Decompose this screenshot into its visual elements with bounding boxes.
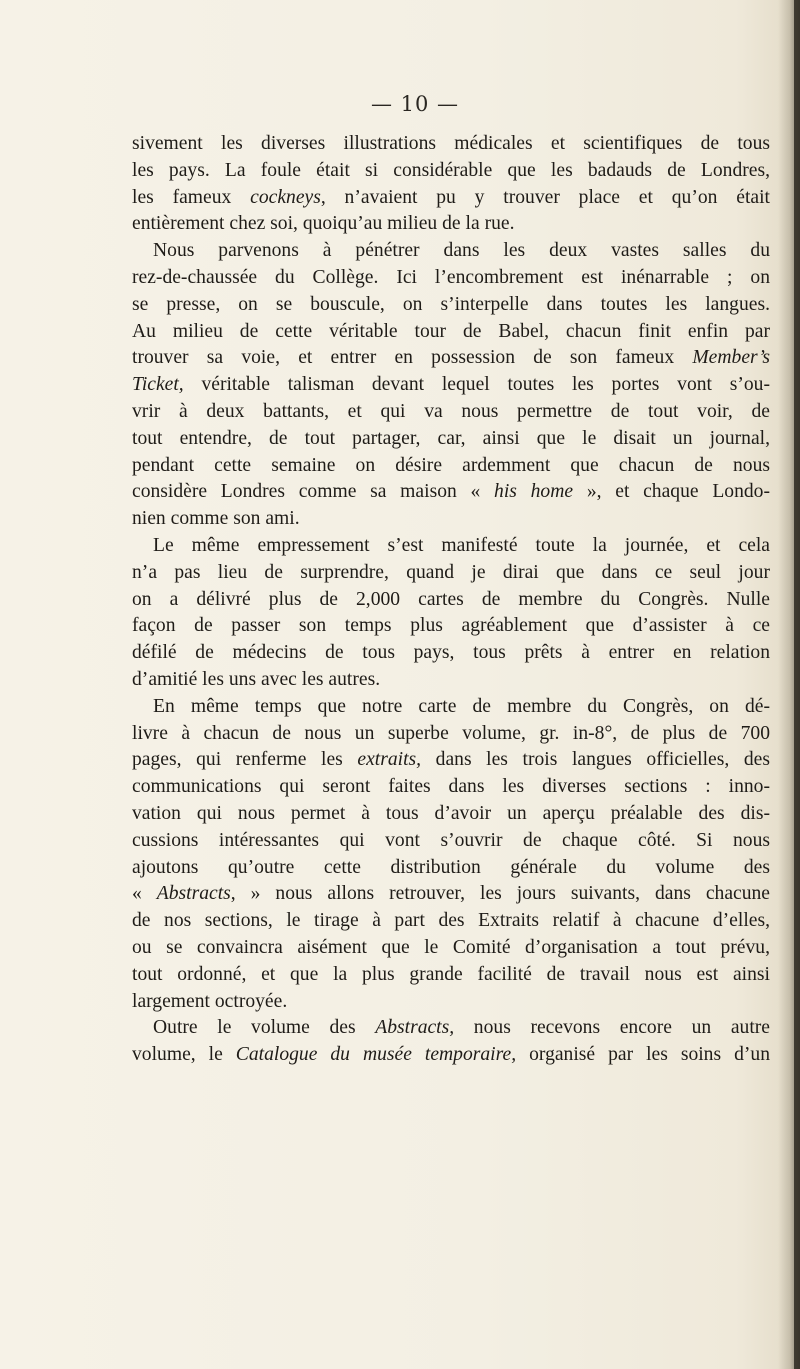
text-run: organisé par les soins d’un xyxy=(516,1044,770,1066)
italic-text: Catalogue du musée temporaire, xyxy=(235,1044,517,1066)
text-run: vrir à deux battants, et qui va nous permettre de tout voir, de xyxy=(132,400,770,422)
text-run: on a délivré plus de 2,000 cartes de membre du Congrès. Nulle xyxy=(132,588,770,610)
text-line xyxy=(132,855,770,882)
text-run: volume, le xyxy=(132,1044,236,1066)
text-line xyxy=(132,479,770,506)
text-line xyxy=(132,828,770,855)
text-run: de nos sections, le tirage à part des Extraits relatif à chacune d’elles, xyxy=(132,910,770,932)
text-line xyxy=(132,319,770,346)
text-line xyxy=(132,372,770,399)
text-line xyxy=(132,989,770,1016)
text-line xyxy=(132,533,770,560)
text-run: nien comme son ami. xyxy=(132,508,300,530)
text-run: les pays. La foule était si considérable que les badauds de Londres, xyxy=(132,159,770,181)
italic-text: Ticket, xyxy=(132,374,184,396)
text-run: véritable talisman devant lequel toutes les portes vont s’ou- xyxy=(183,374,770,396)
text-run: , » nous allons retrouver, les jours suivants, dans chacune xyxy=(230,883,771,905)
text-run: ajoutons qu’outre cette distribution générale du volume des xyxy=(132,856,770,878)
text-line xyxy=(132,399,770,426)
text-run: entièrement chez soi, quoiqu’au milieu de la rue. xyxy=(132,213,515,235)
text-line xyxy=(132,908,770,935)
text-run: Outre le volume des xyxy=(153,1017,376,1039)
text-run: pages, qui renferme les xyxy=(132,749,358,771)
italic-text: his home xyxy=(494,481,574,503)
italic-text: Abstracts, xyxy=(375,1017,455,1039)
text-line xyxy=(132,694,770,721)
text-run: Au milieu de cette véritable tour de Babel, chacun finit enfin par xyxy=(132,320,770,342)
italic-text: Abstracts xyxy=(156,883,231,905)
text-line xyxy=(132,667,770,694)
italic-text: cockneys xyxy=(250,186,321,208)
text-run: livre à chacun de nous un superbe volume, gr. in-8°, de plus de 700 xyxy=(132,722,770,744)
text-run: tout ordonné, et que la plus grande facilité de travail nous est ainsi xyxy=(132,963,770,985)
text-run: Nous parvenons à pénétrer dans les deux vastes salles du xyxy=(153,240,770,262)
text-run: les fameux xyxy=(132,186,251,208)
text-line xyxy=(132,426,770,453)
italic-text: Member’s xyxy=(692,347,770,369)
text-line xyxy=(132,158,770,185)
text-run: vation qui nous permet à tous d’avoir un aperçu préalable des dis- xyxy=(132,802,770,824)
text-line xyxy=(132,265,770,292)
text-run: nous recevons encore un autre xyxy=(454,1017,770,1039)
text-line xyxy=(132,1042,770,1069)
text-line xyxy=(132,238,770,265)
text-run: trouver sa voie, et entrer en possession de son fameux xyxy=(132,347,693,369)
text-line xyxy=(132,881,770,908)
text-run: ou se convaincra aisément que le Comité d’organisation a tout prévu, xyxy=(132,936,770,958)
text-run: d’amitié les uns avec les autres. xyxy=(132,668,381,690)
text-line xyxy=(132,1015,770,1042)
text-line xyxy=(132,453,770,480)
text-line xyxy=(132,721,770,748)
text-run: n’a pas lieu de surprendre, quand je dirai que dans ce seul jour xyxy=(132,561,770,583)
italic-text: extraits, xyxy=(357,749,422,771)
text-run: Le même empressement s’est manifesté toute la journée, et cela xyxy=(153,534,770,556)
text-run: « xyxy=(132,883,157,905)
text-line xyxy=(132,560,770,587)
text-run: sivement les diverses illustrations médicales et scientifiques de tous xyxy=(132,133,770,154)
page-number: — 10 — xyxy=(370,92,460,116)
text-line xyxy=(132,640,770,667)
text-line xyxy=(132,345,770,372)
text-run: largement octroyée. xyxy=(132,990,288,1012)
text-run: , n’avaient pu y trouver place et qu’on était xyxy=(320,186,770,208)
text-line xyxy=(132,613,770,640)
text-line xyxy=(132,185,770,212)
text-line xyxy=(132,747,770,774)
text-run: se presse, on se bouscule, on s’interpelle dans toutes les langues. xyxy=(132,293,770,315)
text-run: dans les trois langues officielles, des xyxy=(421,749,770,771)
text-line xyxy=(132,211,770,238)
text-line xyxy=(132,935,770,962)
text-run: cussions intéressantes qui vont s’ouvrir de chaque côté. Si nous xyxy=(132,829,770,851)
text-line xyxy=(132,506,770,533)
text-run: communications qui seront faites dans les diverses sections : inno- xyxy=(132,776,770,798)
body-text xyxy=(132,131,770,1069)
page-edge xyxy=(794,0,800,1369)
text-run: façon de passer son temps plus agréablement que d’assister à ce xyxy=(132,615,770,637)
text-line xyxy=(132,774,770,801)
text-run: tout entendre, de tout partager, car, ainsi que le disait un journal, xyxy=(132,427,770,449)
text-line xyxy=(132,131,770,158)
text-run: », et chaque Londo- xyxy=(573,481,771,503)
text-run: pendant cette semaine on désire ardemment que chacun de nous xyxy=(132,454,770,476)
text-line xyxy=(132,801,770,828)
text-run: En même temps que notre carte de membre du Congrès, on dé- xyxy=(153,695,770,717)
text-run: rez-de-chaussée du Collège. Ici l’encombrement est inénarrable ; on xyxy=(132,266,770,288)
text-run: défilé de médecins de tous pays, tous prêts à entrer en relation xyxy=(132,642,770,664)
text-line xyxy=(132,587,770,614)
text-run: considère Londres comme sa maison « xyxy=(132,481,495,503)
text-line xyxy=(132,962,770,989)
text-line xyxy=(132,292,770,319)
